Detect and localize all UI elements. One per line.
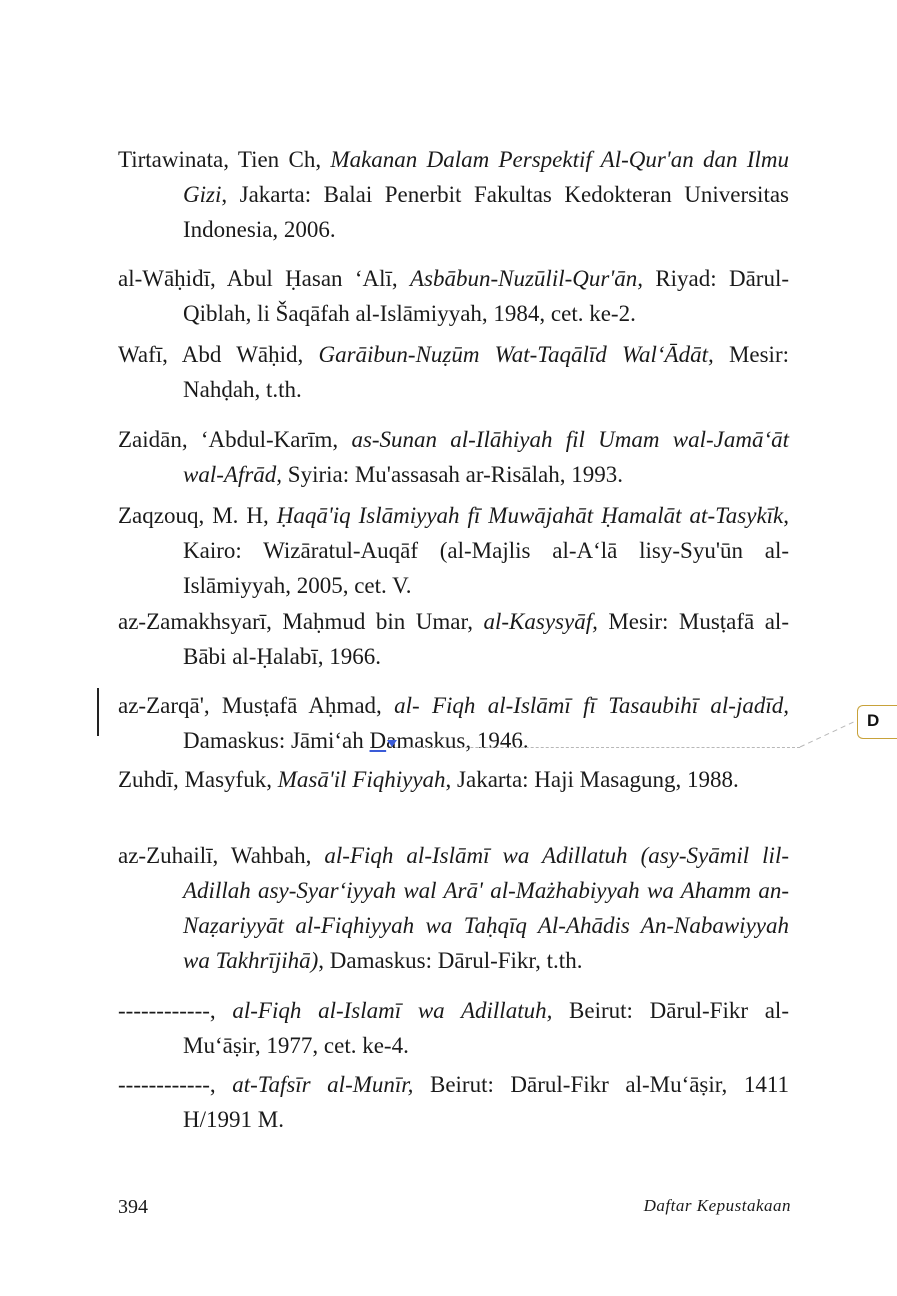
entry-author: al-Wāḥidī, Abul Ḥasan ‘Alī, (118, 266, 410, 291)
entry-title: al-Fiqh al-Islamī wa Adillatuh, (232, 998, 553, 1023)
entry-publication-end: amaskus, 1946. (386, 728, 529, 753)
entry-title: Ḥaqā'iq Islāmiyyah fī Muwājahāt Ḥamalāt at-Tasykīk (276, 503, 784, 528)
entry-author: az-Zamakhsyarī, Maḥmud bin Umar, (118, 609, 484, 634)
entry-title: as-Sunan al-Ilāhiyah fil Umam wal-Jamā‘āt wal-Afrād, (183, 427, 789, 487)
bibliography-entry (118, 604, 789, 674)
entry-author: Zuhdī, Masyfuk, (118, 767, 278, 792)
entry-publication: Riyad: Dārul-Qiblah, li Šaqāfah al-Islāmiyyah, 1984, cet. ke-2. (183, 266, 789, 326)
entry-author: Zaidān, ‘Abdul-Karīm, (118, 427, 352, 452)
comment-balloon-label: D (867, 711, 880, 730)
entry-publication: Mesir: Nahḍah, t.th. (183, 342, 789, 402)
entry-author: Wafī, Abd Wāḥid, (118, 342, 319, 367)
entry-title: Makanan Dalam Perspektif Al-Qur'an dan Ilmu Gizi (183, 147, 790, 207)
page-number: 394 (118, 1196, 148, 1218)
entry-publication: , Jakarta: Haji Masagung, 1988. (445, 767, 739, 792)
comment-connector-diagonal (800, 718, 862, 748)
bibliography-entry (118, 261, 789, 331)
entry-author: az-Zarqā', Musṭafā Aḥmad, (118, 693, 395, 718)
bibliography-entry (118, 1067, 789, 1137)
bibliography-entry (118, 762, 789, 797)
insertion-cursor-icon[interactable] (387, 740, 397, 747)
bibliography-entry (118, 142, 789, 247)
comment-connector-line (395, 747, 800, 748)
entry-publication: Syiria: Mu'assasah ar-Risālah, 1993. (282, 462, 623, 487)
entry-author: ------------, (118, 998, 233, 1023)
change-bar (97, 688, 99, 736)
entry-publication: Beirut: Dārul-Fikr al-Mu‘āṣir, 1977, cet. ke-4. (183, 998, 789, 1058)
entry-title: Garāibun-Nuẓūm Wat-Taqālīd Wal‘Ādāt, (318, 342, 714, 367)
entry-author: Tirtawinata, Tien Ch, (118, 147, 331, 172)
entry-title: Asbābun-Nuzūlil-Qur'ān, (409, 266, 643, 291)
entry-publication: , Kairo: Wizāratul-Auqāf (al-Majlis al-A‘lā lisy-Syu'ūn al-Islāmiyyah, 2005, cet. V. (183, 503, 789, 598)
entry-publication: Beirut: Dārul-Fikr al-Mu‘āṣir, 1411 H/1991 M. (183, 1072, 789, 1132)
entry-author: Zaqzouq, M. H, (118, 503, 277, 528)
entry-publication: Mesir: Musṭafā al-Bābi al-Ḥalabī, 1966. (183, 609, 789, 669)
bibliography-entry (118, 993, 789, 1063)
entry-publication: , Jakarta: Balai Penerbit Fakultas Kedokteran Universitas Indonesia, 2006. (183, 182, 789, 242)
entry-title: al-Fiqh al-Islāmī wa Adillatuh (asy-Syāmil lil-Adillah asy-Syar‘iyyah wal Arā' al-Mażhabiyyah wa Ahamm an-Naẓariyyāt al-Fiqhiyyah wa Taḥqīq Al-Ahādis An-Nabawiyyah wa Takhrījihā) (183, 843, 790, 973)
bibliography-entry (118, 498, 789, 603)
bibliography-entry (118, 422, 789, 492)
text-cursor-anchor[interactable]: D (369, 728, 387, 753)
entry-title: at-Tafsīr al-Munīr, (232, 1072, 414, 1097)
entry-title: al- Fiqh al-Islāmī fī Tasaubihī al-jadīd, (394, 693, 790, 718)
bibliography-entry (118, 337, 789, 407)
running-footer-title: Daftar Kepustakaan (643, 1196, 791, 1215)
entry-publication: , Damaskus: Dārul-Fikr, t.th. (318, 948, 583, 973)
entry-title: al-Kasysyāf, (483, 609, 598, 634)
bibliography-entry (118, 838, 789, 978)
entry-author: az-Zuhailī, Wahbah, (118, 843, 325, 868)
comment-balloon[interactable] (857, 705, 897, 739)
entry-author: ------------, (118, 1072, 233, 1097)
entry-title: Masā'il Fiqhiyyah (277, 767, 446, 792)
entry-publication: Damaskus: Jāmi‘ah (183, 728, 370, 753)
